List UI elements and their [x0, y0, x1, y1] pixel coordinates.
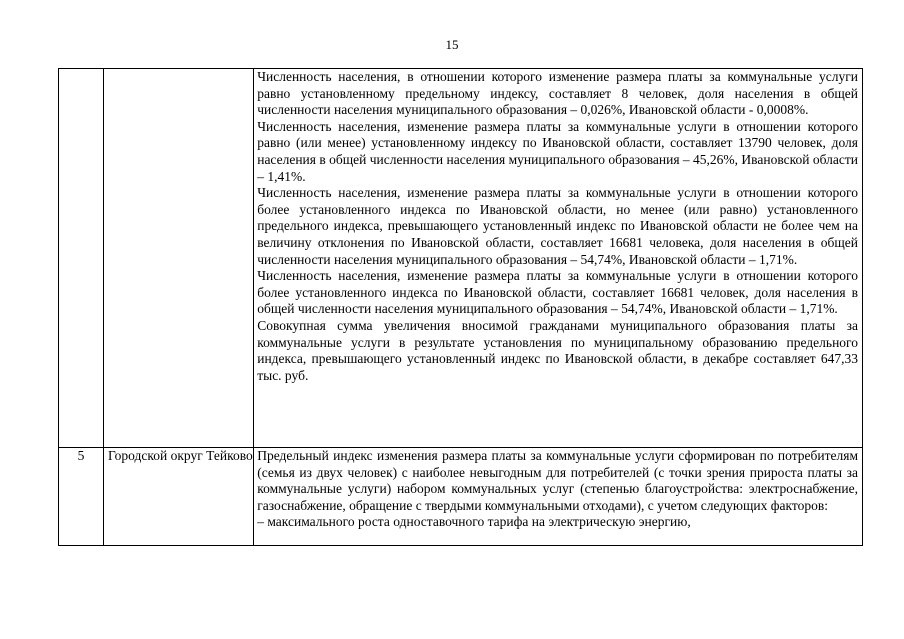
paragraph: Численность населения, изменение размера платы за коммунальные услуги в отношении которого более установленного индекса по Ивановской области, но менее (или равно) установленного предельного индекса, превышающего установленный индекс по Ивановской области не более чем на величину отклонения по Ивановской области, составляет 16681 человека, доля населения в общей численности населения муниципального образования – 54,74%, Ивановской области – 1,71%. [257, 185, 858, 267]
row-number-cell: 5 [59, 448, 104, 546]
row-number-cell [59, 69, 104, 448]
paragraph: Численность населения, изменение размера платы за коммунальные услуги в отношении которого равно (или менее) установленному индексу по Ивановской области, составляет 13790 человек, доля населения в общей численности населения муниципального образования – 45,26%, Ивановской области – 1,41%. [257, 118, 858, 184]
paragraph: Численность населения, в отношении которого изменение размера платы за коммунальные услуги равно установленному предельному индексу, составляет 8 человек, доля населения в общей численности населения муниципального образования – 0,026%, Ивановской области - 0,0008%. [257, 69, 858, 118]
page-number: 15 [445, 37, 459, 52]
paragraph: Предельный индекс изменения размера платы за коммунальные услуги сформирован по потребителям (семья из двух человек) с наиболее невыгодным для потребителей (с точки зрения прироста платы за коммунальные услуги) набором коммунальных услуг (степенью благоустройства: электроснабжение, газоснабжение, обращение с твердыми коммунальными отходами), с учетом следующих факторов: [257, 448, 858, 513]
document-table [58, 68, 863, 546]
municipality-name-cell: Городской округ Тейково [104, 448, 254, 546]
municipality-name-cell [104, 69, 254, 448]
description-cell [254, 448, 863, 546]
paragraph: Численность населения, изменение размера платы за коммунальные услуги в отношении которого более установленного индекса по Ивановской области, составляет 16681 человек, доля населения в общей численности населения муниципального образования – 54,74%, Ивановской области – 1,71%. [257, 268, 858, 317]
description-cell [254, 69, 863, 448]
table-row [59, 448, 863, 546]
table-row [59, 69, 863, 448]
paragraph: Совокупная сумма увеличения вносимой гражданами муниципального образования платы за коммунальные услуги в результате установления по муниципальному образованию предельного индекса, превышающего установленный индекс по Ивановской области, в декабре составляет 647,33 тыс. руб. [257, 317, 858, 383]
paragraph: – максимального роста одноставочного тарифа на электрическую энергию, [257, 514, 691, 530]
